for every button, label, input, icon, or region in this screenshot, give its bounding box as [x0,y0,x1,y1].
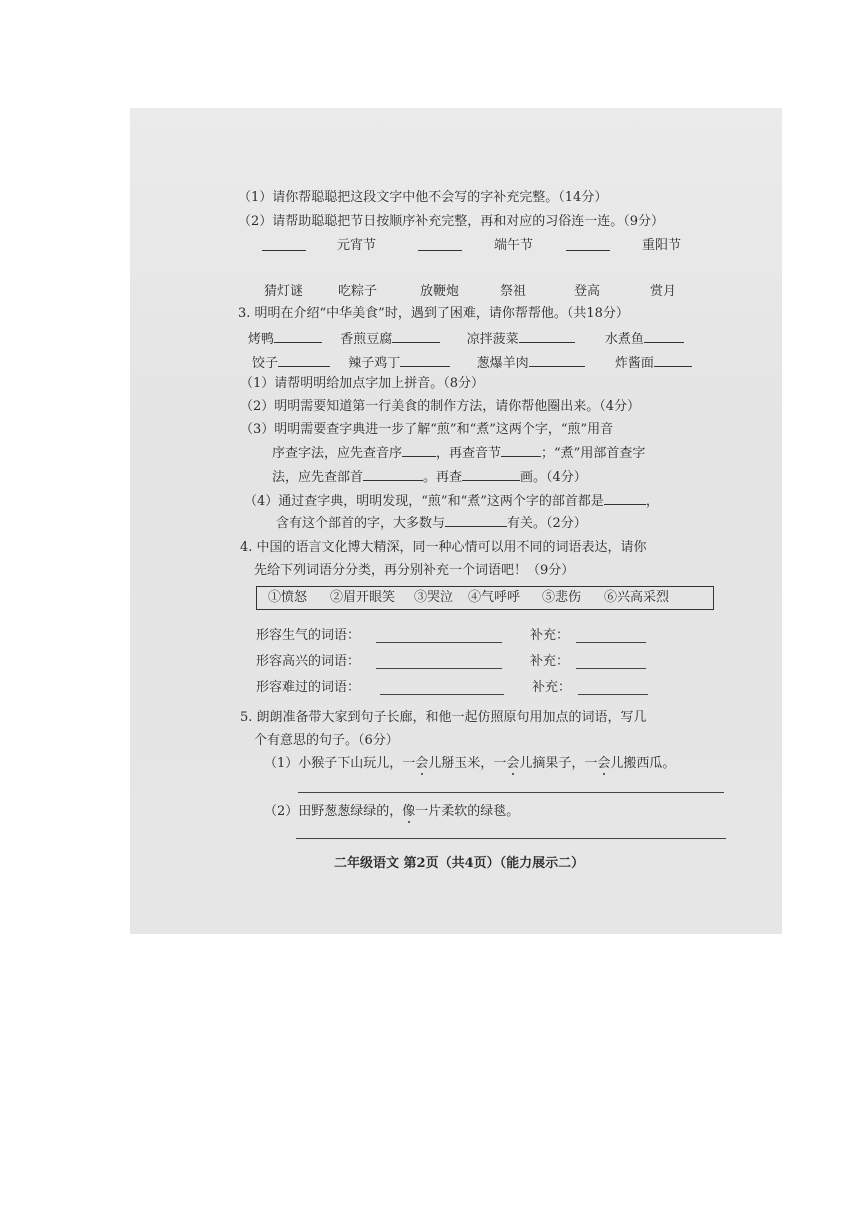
q5-sentence1 [264,756,675,772]
q3-sub3-line3 [272,468,587,486]
festival-blank-2[interactable] [418,238,462,251]
q3-sub3-text: 画。（4分） [520,470,587,485]
q5-s1-text: 摘果子， [532,756,585,771]
q3-sub3-text: ；“煮”用部首查字 [541,446,646,461]
sad-supplement-label: 补充： [532,680,572,695]
happy-label: 形容高兴的词语： [256,654,361,669]
angry-supplement-line[interactable] [576,642,646,643]
custom-4: 祭祖 [500,284,527,299]
word-1: ①愤怒 [268,590,308,605]
relation-blank[interactable] [445,514,507,527]
q5-s2-text: 一片柔软的绿毯。 [415,804,520,819]
festival-dragon-boat: 端午节 [494,238,534,253]
sad-supplement-line[interactable] [578,694,648,695]
food-blank[interactable] [392,330,440,343]
q3-sub3-text: 法，应先查部首 [272,470,364,485]
custom-3: 放鞭炮 [420,284,460,299]
q5-s1-text: 掰玉米， [441,756,494,771]
food-blank[interactable] [400,354,450,367]
food-blank[interactable] [654,354,692,367]
q5-s1-text: （1）小猴子下山玩儿， [264,756,403,771]
food-row2 [252,354,692,372]
food-blank[interactable] [644,330,684,343]
q3-sub2: （2）明明需要知道第一行美食的制作方法，请你帮他圈出来。（4分） [240,399,641,414]
food-kaoya: 烤鸭 [248,332,275,347]
angry-supplement-label: 补充： [530,628,570,643]
word-6: ⑥兴高采烈 [604,590,670,605]
festival-double-ninth: 重阳节 [642,238,682,253]
happy-supplement-label: 补充： [530,654,570,669]
food-blank[interactable] [529,354,585,367]
food-liangban: 凉拌菠菜 [466,332,519,347]
q5-answer-line-2[interactable] [296,838,726,839]
q5-sentence2 [264,804,519,820]
word-3: ③哭泣 [414,590,454,605]
q4-intro-line2: 先给下列词语分分类，再分别补充一个词语吧！（9分） [254,563,575,578]
dotted-word: 像 [402,804,416,819]
festival-blank-1[interactable] [262,238,306,251]
q5-s2-text: （2）田野葱葱绿绿的， [264,804,403,819]
word-2: ②眉开眼笑 [330,590,396,605]
festival-blank-3[interactable] [566,238,610,251]
yinjie-blank[interactable] [501,444,541,457]
food-zhajiang: 炸酱面 [614,356,654,371]
food-jiaozi: 饺子 [252,356,279,371]
dotted-word: 一会儿 [493,756,533,771]
custom-1: 猜灯谜 [264,284,304,299]
q5-intro-line1: 5. 朗朗准备带大家到句子长廊，和他一起仿照原句用加点的词语，写几 [240,710,647,725]
stroke-blank[interactable] [462,468,520,481]
q3-sub3-text: 序查字法，应先查音序 [272,446,403,461]
q3-sub4-text: （4）通过查字典，明明发现，“煎”和“煮”这两个字的部首都是 [244,494,604,509]
word-4: ④气呼呼 [468,590,521,605]
scanned-page-photo [130,108,782,934]
yinxu-blank[interactable] [402,444,436,457]
happy-supplement-line[interactable] [576,668,646,669]
food-row1 [248,330,684,348]
page-footer: 二年级语文 第2页（共4页）（能力展示二） [334,856,585,871]
q3-sub3-text: 。再查 [423,470,463,485]
food-lazi: 辣子鸡丁 [348,356,401,371]
q4-intro-line1: 4. 中国的语言文化博大精深，同一种心情可以用不同的词语表达，请你 [240,540,647,555]
food-blank[interactable] [274,330,322,343]
food-shuizhu: 水煮鱼 [604,332,644,347]
q5-intro-line2: 个有意思的句子。（6分） [254,733,399,748]
custom-5: 登高 [574,284,601,299]
dotted-word: 一会儿 [402,756,442,771]
radical-blank[interactable] [604,492,646,505]
custom-6: 赏月 [650,284,677,299]
q5-s1-text: 搬西瓜。 [623,756,676,771]
food-congbao: 葱爆羊肉 [476,356,529,371]
food-blank[interactable] [519,330,575,343]
custom-2: 吃粽子 [338,284,378,299]
q3-sub4-line1 [244,492,659,510]
angry-label: 形容生气的词语： [256,628,361,643]
q3-sub4-text: ， [645,494,659,509]
food-blank[interactable] [278,354,330,367]
festival-lantern: 元宵节 [337,238,377,253]
bushou-blank[interactable] [363,468,423,481]
q3-sub4-text: 有关。（2分） [507,516,587,531]
sad-answer-line[interactable] [380,694,504,695]
q2-part2: （2）请帮助聪聪把节日按顺序补充完整，再和对应的习俗连一连。（9分） [238,214,665,229]
q3-sub4-text: 含有这个部首的字，大多数与 [276,516,446,531]
angry-answer-line[interactable] [376,642,502,643]
q3-sub4-line2 [276,514,587,532]
dotted-word: 一会儿 [584,756,624,771]
q5-answer-line-1[interactable] [298,792,724,793]
q3-sub3-line1: （3）明明需要查字典进一步了解“煎”和“煮”这两个字，“煎”用音 [240,422,614,437]
q3-sub3-text: ，再查音节 [436,446,502,461]
sad-label: 形容难过的词语： [256,680,361,695]
q3-title: 3. 明明在介绍“中华美食”时，遇到了困难，请你帮帮他。（共18分） [238,306,629,321]
food-xiangjian: 香煎豆腐 [340,332,393,347]
q3-sub3-line2 [272,444,645,462]
q3-sub1: （1）请帮明明给加点字加上拼音。（8分） [240,376,485,391]
q2-part1: （1）请你帮聪聪把这段文字中他不会写的字补充完整。（14分） [238,190,608,205]
word-5: ⑤悲伤 [542,590,582,605]
happy-answer-line[interactable] [376,668,502,669]
